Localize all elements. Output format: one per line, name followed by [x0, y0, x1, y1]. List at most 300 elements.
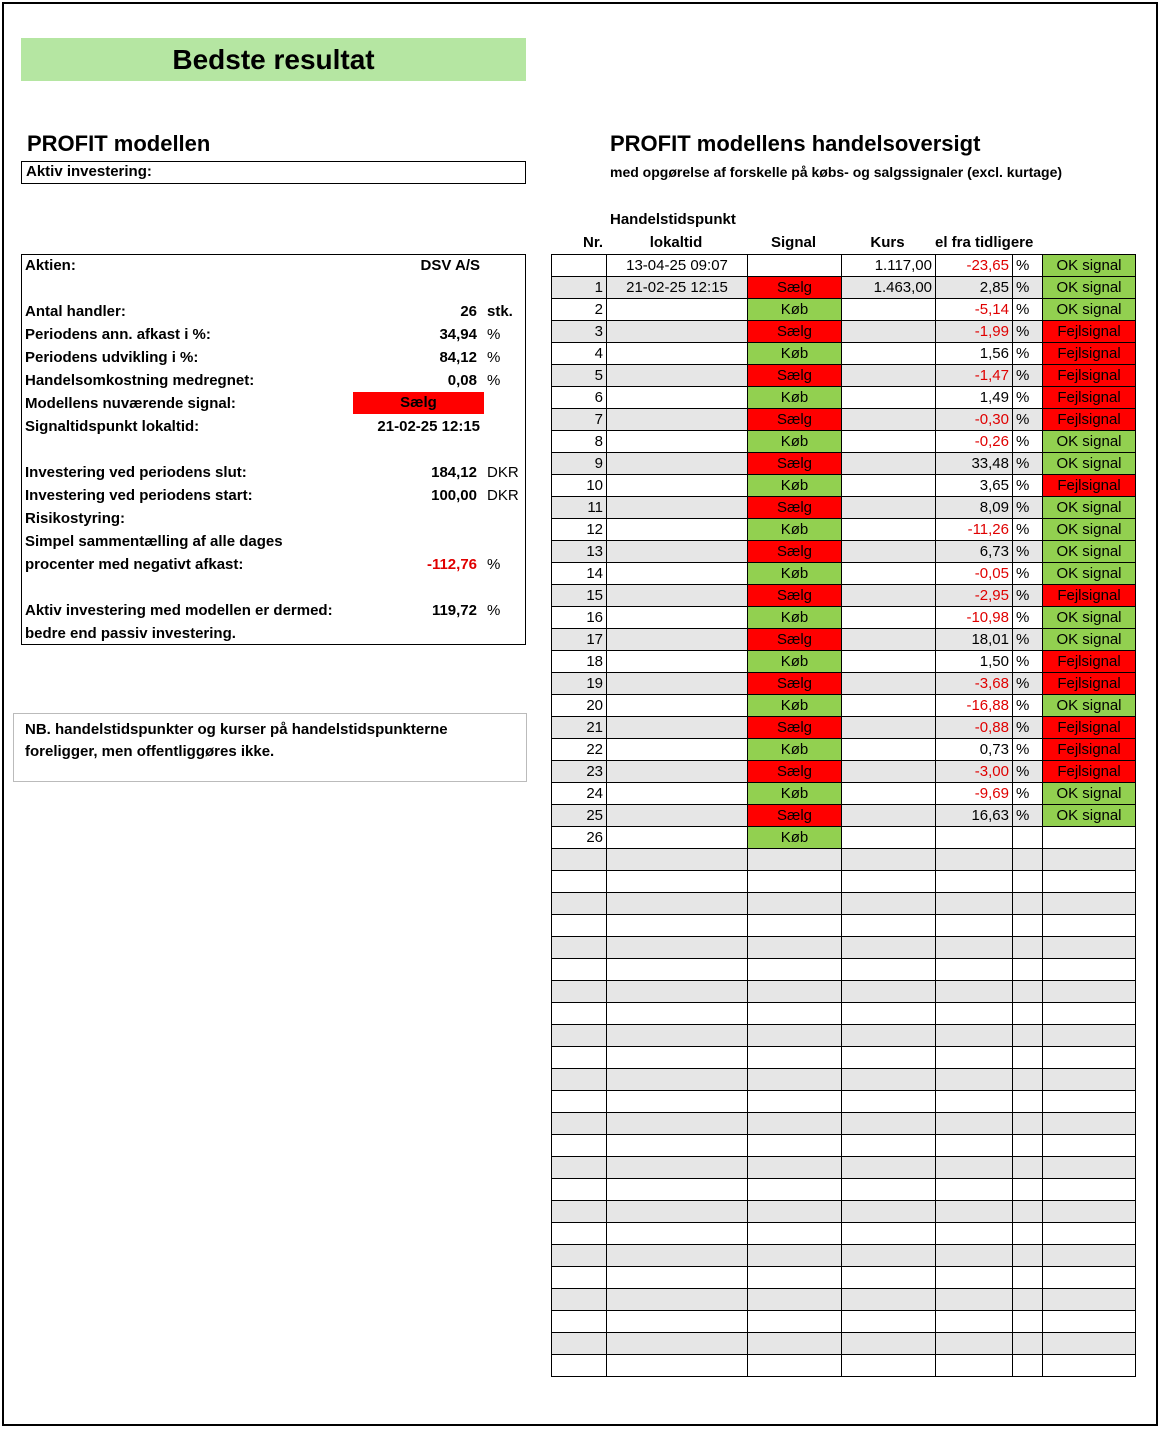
table-row	[552, 915, 1136, 937]
cell-diff	[936, 1003, 1013, 1025]
cell-kurs	[842, 387, 936, 409]
cell-signal: Køb	[748, 607, 842, 629]
cell-diff	[936, 1289, 1013, 1311]
cell-time	[607, 805, 748, 827]
table-row	[552, 1245, 1136, 1267]
trade-table-body	[552, 255, 1136, 1377]
cell-kurs	[842, 1311, 936, 1333]
cell-signal: Køb	[748, 739, 842, 761]
cell-time	[607, 629, 748, 651]
cell-pct	[1013, 915, 1043, 937]
cell-diff	[936, 893, 1013, 915]
cell-pct: %	[1013, 585, 1043, 607]
cell-status: Fejlsignal	[1043, 673, 1136, 695]
cell-time	[607, 1289, 748, 1311]
cell-signal	[748, 849, 842, 871]
cell-diff: 6,73	[936, 541, 1013, 563]
cell-status: Fejlsignal	[1043, 343, 1136, 365]
table-row	[552, 783, 1136, 805]
cell-time	[607, 299, 748, 321]
cell-signal: Sælg	[748, 321, 842, 343]
cell-pct: %	[1013, 519, 1043, 541]
active-result-unit: %	[487, 602, 501, 619]
cell-signal: Sælg	[748, 805, 842, 827]
cell-signal: Sælg	[748, 277, 842, 299]
cell-status	[1043, 959, 1136, 981]
cell-kurs	[842, 1179, 936, 1201]
cell-diff: -9,69	[936, 783, 1013, 805]
cell-signal	[748, 1135, 842, 1157]
cell-time	[607, 409, 748, 431]
cell-signal: Sælg	[748, 365, 842, 387]
table-row	[552, 563, 1136, 585]
cell-pct	[1013, 1025, 1043, 1047]
table-row	[552, 343, 1136, 365]
cell-kurs	[842, 607, 936, 629]
cell-diff	[936, 1025, 1013, 1047]
cell-kurs	[842, 761, 936, 783]
cell-status	[1043, 1201, 1136, 1223]
cell-kurs	[842, 981, 936, 1003]
risk-unit: %	[487, 556, 501, 573]
table-row	[552, 629, 1136, 651]
cell-kurs	[842, 937, 936, 959]
cell-nr: 26	[552, 827, 607, 849]
cell-time	[607, 387, 748, 409]
note-line1: NB. handelstidspunkter og kurser på handelstidspunkterne	[25, 721, 448, 738]
table-row	[552, 409, 1136, 431]
risk-line1: Simpel sammentælling af alle dages	[25, 533, 283, 550]
invest-end-value: 184,12	[431, 464, 477, 481]
cell-time	[607, 1113, 748, 1135]
table-row	[552, 981, 1136, 1003]
cell-kurs	[842, 1157, 936, 1179]
summary-unit: %	[487, 372, 501, 389]
cell-diff	[936, 981, 1013, 1003]
cell-kurs	[842, 1113, 936, 1135]
table-row	[552, 1047, 1136, 1069]
cell-diff: -0,26	[936, 431, 1013, 453]
cell-diff	[936, 915, 1013, 937]
cell-time	[607, 717, 748, 739]
table-row	[552, 827, 1136, 849]
cell-kurs	[842, 805, 936, 827]
cell-time	[607, 1333, 748, 1355]
cell-kurs	[842, 739, 936, 761]
cell-time	[607, 739, 748, 761]
cell-nr	[552, 255, 607, 277]
cell-kurs	[842, 1333, 936, 1355]
note-box	[13, 713, 527, 782]
table-row	[552, 1179, 1136, 1201]
cell-kurs	[842, 453, 936, 475]
header-nr: Nr.	[582, 234, 603, 251]
cell-status: Fejlsignal	[1043, 585, 1136, 607]
cell-status: OK signal	[1043, 541, 1136, 563]
cell-diff	[936, 1333, 1013, 1355]
cell-time	[607, 1223, 748, 1245]
table-row	[552, 255, 1136, 277]
cell-pct	[1013, 981, 1043, 1003]
cell-pct: %	[1013, 673, 1043, 695]
cell-pct: %	[1013, 717, 1043, 739]
cell-diff	[936, 849, 1013, 871]
cell-status: OK signal	[1043, 277, 1136, 299]
table-row	[552, 607, 1136, 629]
table-row	[552, 937, 1136, 959]
cell-signal: Sælg	[748, 453, 842, 475]
cell-pct: %	[1013, 321, 1043, 343]
cell-nr	[552, 1289, 607, 1311]
cell-nr: 14	[552, 563, 607, 585]
cell-diff	[936, 1223, 1013, 1245]
cell-signal	[748, 1157, 842, 1179]
cell-nr: 23	[552, 761, 607, 783]
cell-time	[607, 673, 748, 695]
cell-nr: 13	[552, 541, 607, 563]
cell-pct	[1013, 1267, 1043, 1289]
cell-diff: 16,63	[936, 805, 1013, 827]
cell-kurs	[842, 475, 936, 497]
cell-diff	[936, 1311, 1013, 1333]
cell-signal	[748, 1355, 842, 1377]
active-investment-label: Aktiv investering:	[26, 163, 152, 180]
cell-time	[607, 453, 748, 475]
cell-nr	[552, 1157, 607, 1179]
stock-value: DSV A/S	[420, 257, 480, 274]
cell-diff: -23,65	[936, 255, 1013, 277]
cell-nr	[552, 1047, 607, 1069]
cell-kurs	[842, 1267, 936, 1289]
cell-nr	[552, 1267, 607, 1289]
table-row	[552, 519, 1136, 541]
cell-time	[607, 761, 748, 783]
cell-time	[607, 915, 748, 937]
cell-pct: %	[1013, 739, 1043, 761]
cell-time	[607, 871, 748, 893]
cell-time	[607, 849, 748, 871]
table-row	[552, 805, 1136, 827]
cell-pct: %	[1013, 761, 1043, 783]
cell-nr: 22	[552, 739, 607, 761]
cell-kurs: 1.463,00	[842, 277, 936, 299]
cell-pct	[1013, 1069, 1043, 1091]
cell-kurs	[842, 365, 936, 387]
cell-kurs	[842, 321, 936, 343]
active-result-line1: Aktiv investering med modellen er dermed:	[25, 602, 333, 619]
risk-value: -112,76	[426, 556, 477, 573]
table-row	[552, 695, 1136, 717]
cell-pct	[1013, 849, 1043, 871]
cell-time	[607, 981, 748, 1003]
cell-status	[1043, 1245, 1136, 1267]
cell-nr	[552, 1135, 607, 1157]
cell-time	[607, 585, 748, 607]
cell-diff: -0,88	[936, 717, 1013, 739]
cell-status: OK signal	[1043, 783, 1136, 805]
cell-kurs	[842, 1069, 936, 1091]
summary-unit: %	[487, 326, 501, 343]
cell-pct	[1013, 1311, 1043, 1333]
cell-signal	[748, 1091, 842, 1113]
cell-signal	[748, 1069, 842, 1091]
cell-kurs	[842, 497, 936, 519]
cell-kurs	[842, 1091, 936, 1113]
cell-pct: %	[1013, 607, 1043, 629]
cell-kurs	[842, 541, 936, 563]
cell-nr: 20	[552, 695, 607, 717]
cell-status	[1043, 1311, 1136, 1333]
cell-nr	[552, 849, 607, 871]
invest-start-value: 100,00	[431, 487, 477, 504]
cell-signal: Køb	[748, 783, 842, 805]
cell-nr: 1	[552, 277, 607, 299]
table-row	[552, 541, 1136, 563]
summary-label: Periodens ann. afkast i %:	[25, 326, 211, 343]
cell-diff: -0,05	[936, 563, 1013, 585]
table-row	[552, 1201, 1136, 1223]
cell-kurs	[842, 585, 936, 607]
invest-start-label: Investering ved periodens start:	[25, 487, 253, 504]
cell-pct: %	[1013, 805, 1043, 827]
cell-status: OK signal	[1043, 453, 1136, 475]
cell-status: OK signal	[1043, 629, 1136, 651]
cell-diff: 0,73	[936, 739, 1013, 761]
cell-kurs	[842, 717, 936, 739]
cell-kurs	[842, 343, 936, 365]
cell-time	[607, 1025, 748, 1047]
cell-signal: Køb	[748, 827, 842, 849]
stock-label: Aktien:	[25, 257, 76, 274]
table-row	[552, 871, 1136, 893]
table-row	[552, 497, 1136, 519]
cell-nr	[552, 1179, 607, 1201]
cell-diff	[936, 937, 1013, 959]
cell-pct: %	[1013, 453, 1043, 475]
cell-signal	[748, 1333, 842, 1355]
cell-status: Fejlsignal	[1043, 761, 1136, 783]
cell-nr: 5	[552, 365, 607, 387]
cell-time	[607, 1355, 748, 1377]
cell-diff: 1,56	[936, 343, 1013, 365]
cell-pct: %	[1013, 277, 1043, 299]
cell-nr	[552, 871, 607, 893]
cell-diff: -0,30	[936, 409, 1013, 431]
cell-signal	[748, 1289, 842, 1311]
cell-time	[607, 475, 748, 497]
cell-nr	[552, 1069, 607, 1091]
cell-kurs	[842, 299, 936, 321]
cell-nr: 15	[552, 585, 607, 607]
cell-signal: Sælg	[748, 497, 842, 519]
cell-nr	[552, 1201, 607, 1223]
cell-nr: 4	[552, 343, 607, 365]
summary-value: 0,08	[447, 372, 477, 389]
cell-pct	[1013, 937, 1043, 959]
cell-pct	[1013, 1135, 1043, 1157]
cell-kurs	[842, 783, 936, 805]
cell-pct	[1013, 1091, 1043, 1113]
cell-signal: Sælg	[748, 585, 842, 607]
cell-status	[1043, 849, 1136, 871]
table-row	[552, 299, 1136, 321]
cell-nr: 11	[552, 497, 607, 519]
cell-status: OK signal	[1043, 695, 1136, 717]
cell-diff	[936, 871, 1013, 893]
cell-kurs	[842, 1223, 936, 1245]
cell-pct	[1013, 827, 1043, 849]
cell-diff	[936, 1047, 1013, 1069]
cell-kurs	[842, 563, 936, 585]
cell-time	[607, 1311, 748, 1333]
cell-status	[1043, 1091, 1136, 1113]
cell-nr	[552, 1003, 607, 1025]
cell-signal	[748, 255, 842, 277]
cell-signal: Køb	[748, 387, 842, 409]
cell-time	[607, 1267, 748, 1289]
cell-signal	[748, 871, 842, 893]
cell-status	[1043, 1223, 1136, 1245]
cell-pct	[1013, 1289, 1043, 1311]
cell-pct	[1013, 871, 1043, 893]
cell-time: 13-04-25 09:07	[607, 255, 748, 277]
cell-signal	[748, 1311, 842, 1333]
table-row	[552, 585, 1136, 607]
cell-pct	[1013, 1223, 1043, 1245]
cell-status	[1043, 1025, 1136, 1047]
cell-signal: Køb	[748, 651, 842, 673]
cell-time	[607, 1091, 748, 1113]
right-subtitle: med opgørelse af forskelle på købs- og salgssignaler (excl. kurtage)	[610, 164, 1063, 180]
cell-time	[607, 1047, 748, 1069]
cell-status: Fejlsignal	[1043, 717, 1136, 739]
cell-nr	[552, 915, 607, 937]
cell-time	[607, 519, 748, 541]
cell-pct: %	[1013, 365, 1043, 387]
table-row	[552, 1355, 1136, 1377]
cell-pct: %	[1013, 651, 1043, 673]
cell-signal: Køb	[748, 519, 842, 541]
cell-time	[607, 959, 748, 981]
cell-status	[1043, 1179, 1136, 1201]
cell-nr: 9	[552, 453, 607, 475]
cell-diff: -1,47	[936, 365, 1013, 387]
cell-kurs	[842, 849, 936, 871]
cell-time	[607, 937, 748, 959]
trade-table	[551, 254, 1136, 1377]
cell-kurs	[842, 431, 936, 453]
cell-nr	[552, 1355, 607, 1377]
table-row	[552, 1025, 1136, 1047]
summary-value: 26	[460, 303, 477, 320]
cell-time	[607, 1245, 748, 1267]
cell-signal: Sælg	[748, 409, 842, 431]
cell-kurs	[842, 915, 936, 937]
cell-nr	[552, 1091, 607, 1113]
cell-diff: -2,95	[936, 585, 1013, 607]
cell-signal: Sælg	[748, 673, 842, 695]
cell-nr: 2	[552, 299, 607, 321]
cell-kurs: 1.117,00	[842, 255, 936, 277]
table-row	[552, 277, 1136, 299]
summary-label: Handelsomkostning medregnet:	[25, 372, 255, 389]
cell-signal: Køb	[748, 695, 842, 717]
active-result-line2: bedre end passiv investering.	[25, 625, 236, 642]
cell-time	[607, 607, 748, 629]
cell-status	[1043, 827, 1136, 849]
cell-kurs	[842, 959, 936, 981]
cell-pct	[1013, 1333, 1043, 1355]
cell-status	[1043, 1289, 1136, 1311]
cell-signal	[748, 1113, 842, 1135]
cell-pct	[1013, 959, 1043, 981]
cell-diff: 3,65	[936, 475, 1013, 497]
table-row	[552, 1311, 1136, 1333]
table-row	[552, 475, 1136, 497]
cell-diff	[936, 1179, 1013, 1201]
cell-kurs	[842, 1135, 936, 1157]
summary-value: 34,94	[439, 326, 477, 343]
table-row	[552, 1069, 1136, 1091]
cell-nr	[552, 893, 607, 915]
risk-line2: procenter med negativt afkast:	[25, 556, 244, 573]
cell-signal	[748, 1003, 842, 1025]
cell-nr: 7	[552, 409, 607, 431]
cell-pct	[1013, 1157, 1043, 1179]
right-title: PROFIT modellens handelsoversigt	[610, 131, 981, 156]
cell-status: OK signal	[1043, 607, 1136, 629]
table-row	[552, 1157, 1136, 1179]
cell-signal: Køb	[748, 563, 842, 585]
cell-kurs	[842, 1245, 936, 1267]
cell-nr: 6	[552, 387, 607, 409]
current-signal-badge: Sælg	[353, 392, 484, 414]
cell-nr: 17	[552, 629, 607, 651]
table-row	[552, 365, 1136, 387]
cell-diff: 18,01	[936, 629, 1013, 651]
summary-label: Antal handler:	[25, 303, 126, 320]
invest-end-unit: DKR	[487, 464, 519, 481]
cell-pct: %	[1013, 497, 1043, 519]
table-row	[552, 321, 1136, 343]
cell-pct: %	[1013, 299, 1043, 321]
cell-pct: %	[1013, 409, 1043, 431]
cell-signal	[748, 937, 842, 959]
cell-pct: %	[1013, 475, 1043, 497]
cell-kurs	[842, 651, 936, 673]
active-result-value: 119,72	[431, 602, 477, 619]
left-title: PROFIT modellen	[27, 131, 211, 156]
cell-nr: 18	[552, 651, 607, 673]
header-lokaltid: lokaltid	[649, 234, 703, 251]
cell-status: Fejlsignal	[1043, 475, 1136, 497]
cell-time	[607, 1135, 748, 1157]
cell-diff: -5,14	[936, 299, 1013, 321]
cell-kurs	[842, 1355, 936, 1377]
header-signal: Signal	[770, 234, 816, 251]
cell-time	[607, 1069, 748, 1091]
table-row	[552, 1333, 1136, 1355]
cell-pct	[1013, 1003, 1043, 1025]
cell-nr: 25	[552, 805, 607, 827]
cell-signal	[748, 1179, 842, 1201]
cell-diff: -10,98	[936, 607, 1013, 629]
cell-status: OK signal	[1043, 519, 1136, 541]
cell-diff	[936, 1355, 1013, 1377]
cell-status: OK signal	[1043, 255, 1136, 277]
invest-start-unit: DKR	[487, 487, 519, 504]
cell-nr: 3	[552, 321, 607, 343]
